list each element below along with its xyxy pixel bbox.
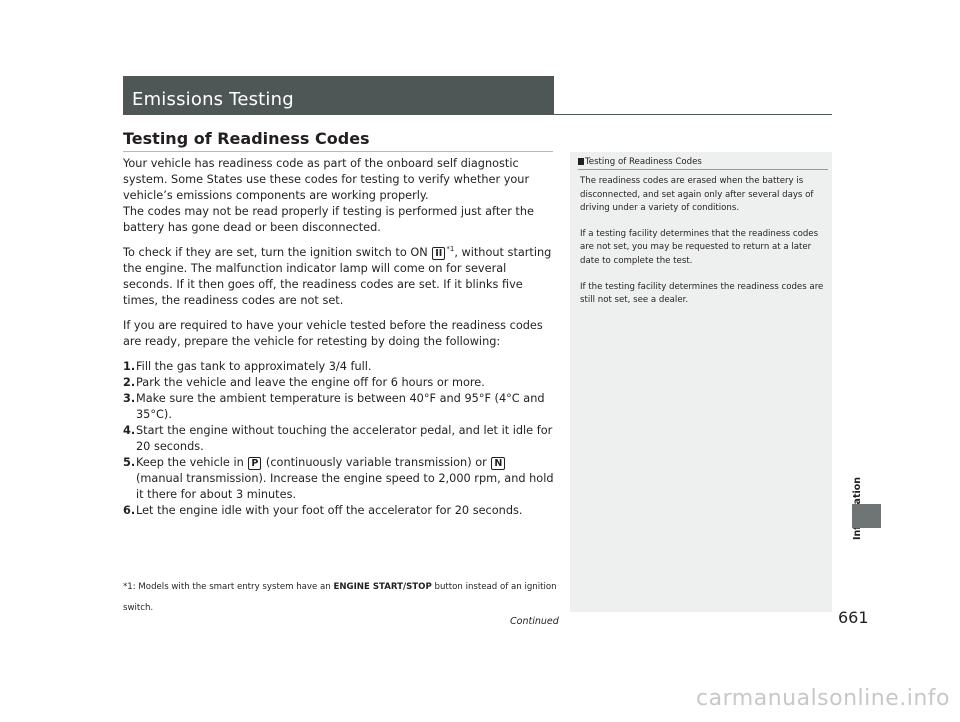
- check-codes-text-b: , without starting the engine. The malfunction indicator lamp will come on for several seconds. If it then goes off, the readiness codes are set. If it blinks five times, the readiness codes are not set.: [123, 246, 552, 307]
- step-item: [123, 503, 555, 519]
- step-item: [123, 455, 555, 503]
- side-note-panel: [570, 152, 832, 612]
- ignition-position-key: II: [432, 247, 445, 260]
- section-header: Emissions Testing: [123, 76, 554, 115]
- note-marker-icon: [578, 158, 584, 165]
- step-item: [123, 375, 555, 391]
- side-note-paragraph: If the testing facility determines the readiness codes are still not set, see a dealer.: [580, 281, 824, 306]
- step-number: 6.: [123, 504, 136, 517]
- header-rule: [554, 114, 832, 115]
- main-body: [123, 156, 555, 519]
- step-number: 1.: [123, 360, 136, 373]
- step-number: 3.: [123, 392, 136, 405]
- step-text-a: Keep the vehicle in: [136, 456, 248, 469]
- step-number: 5.: [123, 456, 136, 469]
- footnote: [123, 577, 557, 619]
- retest-steps-list: [123, 359, 555, 519]
- paragraph-retest-intro: If you are required to have your vehicle tested before the readiness codes are ready, prepare the vehicle for retesting by doing the following:: [123, 319, 543, 348]
- page-heading: Testing of Readiness Codes: [123, 129, 370, 148]
- footnote-text-b: button instead of an ignition switch.: [123, 582, 557, 613]
- footnote-text-a: *1: Models with the smart entry system have an: [123, 582, 334, 592]
- footnote-ref: *1: [446, 245, 455, 254]
- watermark: carmanualsonline.info: [696, 686, 950, 711]
- step-text: Make sure the ambient temperature is between 40°F and 95°F (4°C and 35°C).: [136, 392, 545, 421]
- side-note-paragraph: The readiness codes are erased when the battery is disconnected, and set again only after several days of driving under a variety of conditions.: [580, 176, 814, 214]
- step-text: Let the engine idle with your foot off the accelerator for 20 seconds.: [136, 504, 523, 517]
- step-text: Fill the gas tank to approximately 3/4 full.: [136, 360, 372, 373]
- step-item: [123, 359, 555, 375]
- chapter-tab-marker: [852, 504, 881, 528]
- step-text: Start the engine without touching the accelerator pedal, and let it idle for 20 seconds.: [136, 424, 553, 453]
- paragraph-battery-note: The codes may not be read properly if testing is performed just after the battery has gone dead or been disconnected.: [123, 205, 534, 234]
- step-number: 4.: [123, 424, 136, 437]
- neutral-key: N: [491, 457, 505, 470]
- paragraph-check-codes: [123, 245, 555, 309]
- check-codes-text-a: To check if they are set, turn the ignition switch to ON: [123, 246, 432, 259]
- paragraph-intro: Your vehicle has readiness code as part of the onboard self diagnostic system. Some States use these codes for testing to verify whether your vehicle’s emissions components are working properly.: [123, 157, 530, 202]
- step-number: 2.: [123, 376, 136, 389]
- side-note-rule: [578, 169, 828, 170]
- continued-label: Continued: [510, 616, 559, 627]
- park-key: P: [248, 457, 261, 470]
- step-text: Park the vehicle and leave the engine off for 6 hours or more.: [136, 376, 485, 389]
- heading-rule: [123, 151, 553, 152]
- page-number: 661: [838, 608, 869, 627]
- step-text-c: (manual transmission). Increase the engine speed to 2,000 rpm, and hold it there for about 3 minutes.: [136, 472, 554, 501]
- side-note-body: [580, 175, 824, 320]
- side-note-title: [578, 157, 702, 167]
- side-note-title-text: Testing of Readiness Codes: [585, 157, 702, 167]
- step-item: [123, 391, 555, 423]
- step-text-b: (continuously variable transmission) or: [262, 456, 491, 469]
- footnote-bold: ENGINE START/STOP: [333, 582, 432, 592]
- step-item: [123, 423, 555, 455]
- side-note-paragraph: If a testing facility determines that the readiness codes are not set, you may be requested to return at a later date to complete the test.: [580, 228, 819, 266]
